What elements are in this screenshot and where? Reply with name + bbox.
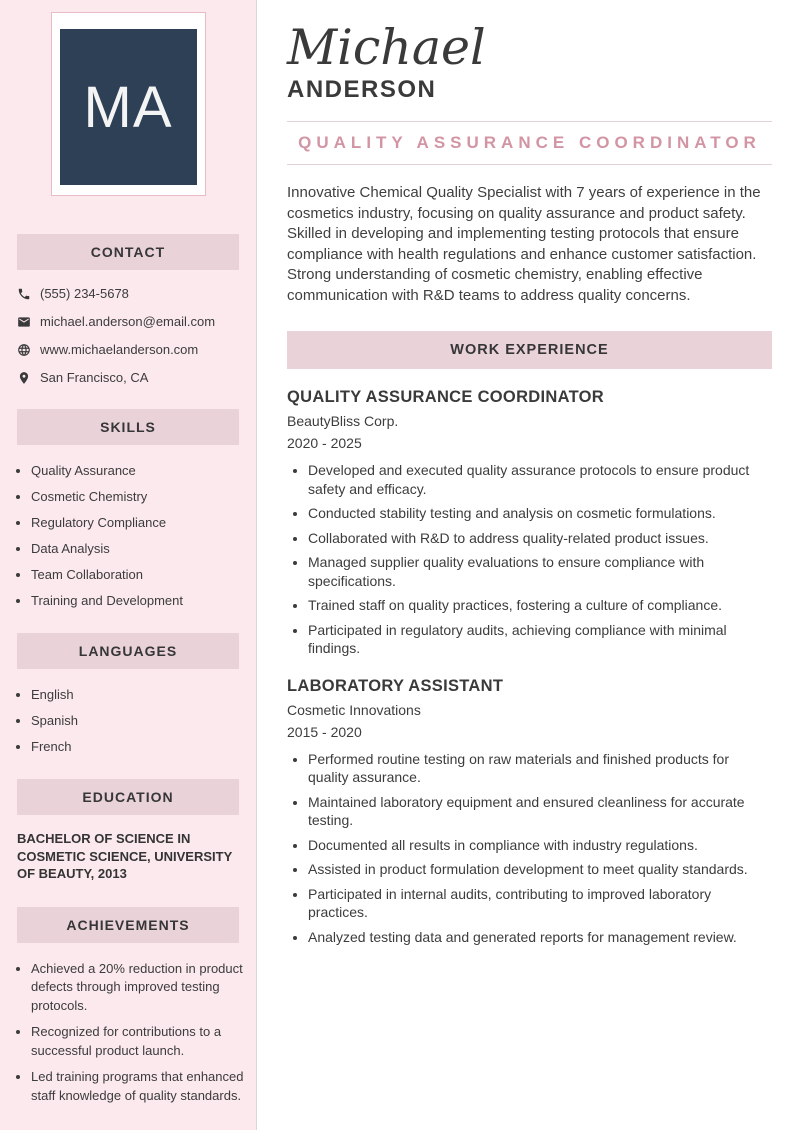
achievement-item: • Recognized for contributions to a successful product launch. (31, 1023, 246, 1060)
job-bullet: • Analyzed testing data and generated reports for management review. (308, 928, 772, 947)
monogram: MA (60, 29, 197, 185)
skill-item: • Quality Assurance (31, 462, 239, 479)
job-company: BeautyBliss Corp. (287, 413, 399, 430)
job-bullet: • Assisted in product formulation development to meet quality standards. (308, 860, 772, 879)
skill-item: • Training and Development (31, 592, 239, 609)
job-dates: 2020 - 2025 (287, 435, 362, 452)
professional-summary: Innovative Chemical Quality Specialist with 7 years of experience in the cosmetics industry, focusing on quality assurance and product safety. Skilled in developing and implementing testing protocols that ensure compliance with health regulations and enhance customer satisfaction. Strong understanding of cosmetic chemistry, enabling effective communication with R&D teams to address quality concerns. (287, 184, 761, 304)
job-title: QUALITY ASSURANCE COORDINATOR (287, 388, 605, 407)
job-bullet: • Participated in internal audits, contributing to improved laboratory practices. (308, 885, 772, 922)
languages-list (31, 686, 239, 755)
job-bullet: • Maintained laboratory equipment and ensured cleanliness for accurate testing. (308, 793, 772, 830)
job-bullet: • Conducted stability testing and analysis on cosmetic formulations. (308, 504, 772, 523)
job-dates: 2015 - 2020 (287, 723, 362, 740)
first-name: Michael (287, 19, 486, 76)
contact-item-email (17, 314, 239, 329)
job-bullet: • Trained staff on quality practices, fostering a culture of compliance. (308, 596, 772, 615)
job-title: LABORATORY ASSISTANT (287, 676, 504, 695)
language-item: • French (31, 738, 239, 755)
job-bullet: • Collaborated with R&D to address quality-related product issues. (308, 529, 772, 548)
job-bullet: • Performed routine testing on raw materials and finished products for quality assurance. (308, 750, 772, 787)
contact-item-location (17, 370, 239, 385)
globe-icon (17, 343, 31, 357)
language-item: • Spanish (31, 712, 239, 729)
job-bullet-list (308, 750, 772, 947)
contact-item-phone (17, 286, 239, 301)
phone-icon (17, 287, 31, 301)
email-icon (17, 315, 31, 329)
achievements-section-title: ACHIEVEMENTS (17, 907, 239, 943)
skill-item: • Cosmetic Chemistry (31, 488, 239, 505)
contact-website-text[interactable]: www.michaelanderson.com (40, 342, 199, 357)
job-bullet: • Participated in regulatory audits, achieving compliance with minimal findings. (308, 621, 772, 658)
contact-section-title: CONTACT (17, 234, 239, 270)
job-bullet: • Managed supplier quality evaluations to ensure compliance with specifications. (308, 553, 772, 590)
language-item: • English (31, 686, 239, 703)
sidebar (0, 0, 257, 1130)
location-icon (17, 371, 31, 385)
skills-section-title: SKILLS (17, 409, 239, 445)
achievement-item: • Led training programs that enhanced staff knowledge of quality standards. (31, 1068, 246, 1105)
languages-section-title: LANGUAGES (17, 633, 239, 669)
job-bullet: • Developed and executed quality assurance protocols to ensure product safety and efficacy. (308, 461, 772, 498)
skill-item: • Team Collaboration (31, 566, 239, 583)
contact-phone-text: (555) 234-5678 (40, 286, 129, 301)
job-bullet-list (308, 461, 772, 658)
main-content (257, 0, 800, 1130)
contact-email-text[interactable]: michael.anderson@email.com (40, 314, 216, 329)
job-entry (287, 677, 772, 947)
achievement-item: • Achieved a 20% reduction in product defects through improved testing protocols. (31, 960, 246, 1016)
last-name: ANDERSON (287, 76, 437, 104)
skill-item: • Data Analysis (31, 540, 239, 557)
work-experience-section-title: WORK EXPERIENCE (287, 331, 772, 369)
contact-location-text: San Francisco, CA (40, 370, 149, 385)
job-bullet: • Documented all results in compliance with industry regulations. (308, 836, 772, 855)
divider (287, 164, 772, 165)
contact-item-website (17, 342, 239, 357)
education-section-title: EDUCATION (17, 779, 239, 815)
resume-job-title: QUALITY ASSURANCE COORDINATOR (298, 133, 761, 153)
skills-list (31, 462, 239, 609)
education-degree: BACHELOR OF SCIENCE IN COSMETIC SCIENCE, UNIVERSITY OF BEAUTY, 2013 (17, 831, 233, 881)
job-company: Cosmetic Innovations (287, 701, 421, 718)
achievements-list (31, 960, 246, 1106)
skill-item: • Regulatory Compliance (31, 514, 239, 531)
photo-frame (51, 12, 206, 196)
job-entry (287, 388, 772, 658)
contact-list (0, 270, 256, 385)
